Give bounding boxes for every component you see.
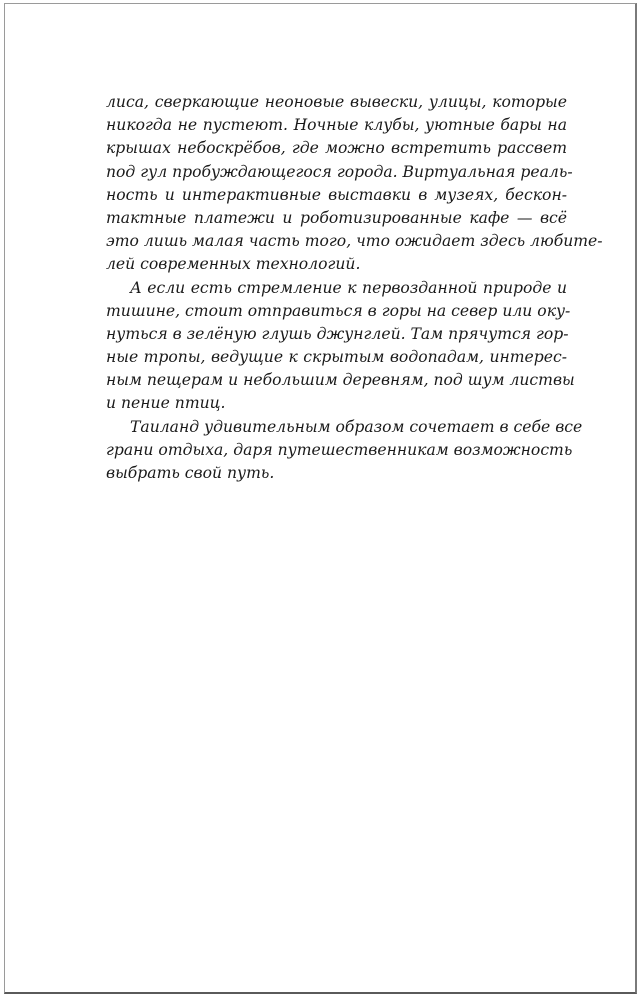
text-line: ность и интерактивные выставки в музеях, бескон- bbox=[106, 185, 567, 204]
text-line: выбрать свой путь. bbox=[106, 464, 275, 482]
text-line: под гул пробуждающегося города. Виртуальная реаль- bbox=[106, 162, 573, 181]
text-line: тактные платежи и роботизированные кафе — всё bbox=[106, 208, 567, 227]
paragraph-1 bbox=[106, 91, 603, 277]
text-line: лиса, сверкающие неоновые вывески, улицы, которые bbox=[106, 93, 567, 111]
text-line: никогда не пустеют. Ночные клубы, уютные бары на bbox=[106, 116, 567, 135]
text-line: тишине, стоит отправиться в горы на север или оку- bbox=[106, 301, 571, 320]
paragraph-2 bbox=[106, 277, 575, 416]
text-line: нуться в зелёную глушь джунглей. Там прячутся гор- bbox=[106, 324, 569, 343]
body-text bbox=[106, 91, 603, 485]
text-line: А если есть стремление к первозданной природе и bbox=[130, 278, 567, 297]
text-line: крышах небоскрёбов, где можно встретить рассвет bbox=[106, 139, 567, 158]
paragraph-3 bbox=[106, 416, 583, 486]
text-line: это лишь малая часть того, что ожидает здесь любите- bbox=[106, 232, 603, 251]
text-line: лей современных технологий. bbox=[106, 255, 361, 274]
book-page bbox=[4, 3, 637, 994]
text-line: и пение птиц. bbox=[106, 394, 226, 413]
text-line: ные тропы, ведущие к скрытым водопадам, интерес- bbox=[106, 348, 567, 367]
text-line: ным пещерам и небольшим деревням, под шум листвы bbox=[106, 371, 575, 390]
text-line: Таиланд удивительным образом сочетает в себе все bbox=[130, 417, 583, 436]
text-line: грани отдыха, даря путешественникам возможность bbox=[106, 440, 573, 459]
